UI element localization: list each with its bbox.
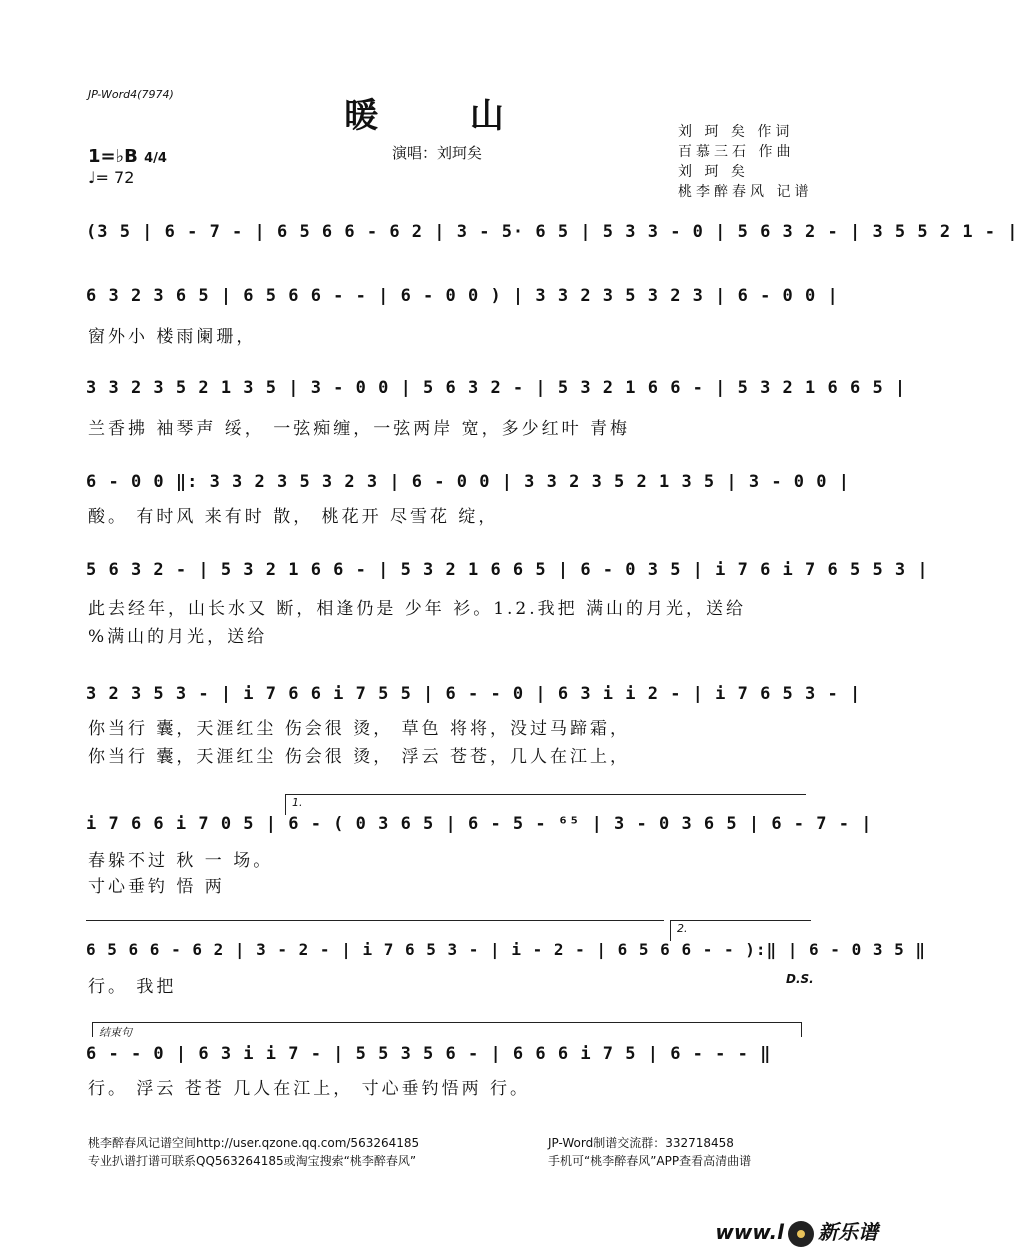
footer-right-1: JP-Word制谱交流群：332718458 [548,1136,734,1150]
key-signature [88,146,167,167]
score-row-6: 3 2 3 5 3 - | i 7 6 6 i 7 5 5 | 6 - - 0 | 6 3 i i 2 - | i 7 6 5 3 - | [86,684,862,704]
credit-lyricist: 刘 珂 矣 作词 [678,124,794,140]
score-row-8: 6 5 6 6 - 6 2 | 3 - 2 - | i 7 6 5 3 - | i - 2 - | 6 5 6 6 - - ):‖ | 6 - 0 3 5 ‖ [86,940,926,959]
volta-bracket-1 [285,794,806,815]
credit-composer: 百慕三石 作曲 [678,144,795,160]
score-row-1: (3 5 | 6 - 7 - | 6 5 6 6 - 6 2 | 3 - 5· 6 5 | 5 3 3 - 0 | 5 6 3 2 - | 3 5 5 2 1 - | [86,222,1019,242]
footer-right-2: 手机可“桃李醉春风”APP查看高清曲谱 [548,1154,752,1168]
lyric-row-6b: 你当行 囊，天涯红尘 伤会很 烫， 浮云 苍苍，几人在江上， [88,747,631,767]
volta-label-1: 1. [292,796,303,809]
lyric-row-8: 行。 我把 [88,977,177,997]
lyric-row-7a: 春躲不过 秋 一 场。 [88,851,274,871]
lyric-row-7b: 寸心垂钓 悟 两 [88,877,225,897]
credit-composer-2: 刘 珂 矣 [678,164,749,180]
credits-block [678,122,812,202]
lyric-row-6a: 你当行 囊，天涯红尘 伤会很 烫， 草色 将将，没过马蹄霜， [88,719,631,739]
lyric-row-5a: 此去经年，山长水又 断，相逢仍是 少年 衫。1.2.我把 满山的月光，送给 [88,599,747,619]
score-row-9: 6 - - 0 | 6 3 i i 7 - | 5 5 3 5 6 - | 6 6 6 i 7 5 | 6 - - - ‖ [86,1044,772,1064]
score-row-7: i 7 6 6 i 7 0 5 | 6 - ( 0 3 6 5 | 6 - 5 - ⁶⁵ | 3 - 0 3 6 5 | 6 - 7 - | [86,814,873,834]
tempo-marking: ♩= 72 [88,168,135,187]
score-row-5: 5 6 3 2 - | 5 3 2 1 6 6 - | 5 3 2 1 6 6 5 | 6 - 0 3 5 | i 7 6 i 7 6 5 5 3 | [86,560,929,580]
footer-left-1: 桃李醉春风记谱空间http://user.qzone.qq.com/563264185 [88,1136,420,1150]
volta-bracket-2 [670,920,811,941]
ds-marking: D.S. [786,972,814,986]
song-title: 暖 山 [344,96,544,136]
software-tag: JP-Word4(7974) [88,88,174,101]
lyric-row-5b: %满山的月光，送给 [88,627,268,647]
key-label: 1=♭B [88,146,138,167]
credit-transcriber: 桃李醉春风 记谱 [678,184,813,200]
lyric-row-3: 兰香拂 袖琴声 绥， 一弦痴缠，一弦两岸 宽，多少红叶 青梅 [88,419,631,439]
lyric-row-4: 酸。 有时风 来有时 散， 桃花开 尽雪花 绽， [88,507,499,527]
score-row-3: 3 3 2 3 5 2 1 3 5 | 3 - 0 0 | 5 6 3 2 - | 5 3 2 1 6 6 - | 5 3 2 1 6 6 5 | [86,378,907,398]
lyric-row-2: 窗外小 楼雨阑珊， [88,327,257,347]
footer-left-2: 专业扒谱打谱可联系QQ563264185或淘宝搜索“桃李醉春风” [88,1154,417,1168]
ending-bracket [92,1022,802,1037]
volta-label-2: 2. [677,922,688,935]
lyric-row-9: 行。 浮云 苍苍 几人在江上， 寸心垂钓悟两 行。 [88,1079,531,1099]
time-signature: 4/4 [144,151,167,166]
volta-continuation-line [86,920,664,922]
score-row-2: 6 3 2 3 6 5 | 6 5 6 6 - - | 6 - 0 0 ) | 3 3 2 3 5 3 2 3 | 6 - 0 0 | [86,286,839,306]
site-logo [715,1216,878,1247]
music-disc-icon [788,1221,814,1247]
score-row-4: 6 - 0 0 ‖: 3 3 2 3 5 3 2 3 | 6 - 0 0 | 3 3 2 3 5 2 1 3 5 | 3 - 0 0 | [86,472,850,492]
ending-label: 结束句 [99,1026,132,1039]
logo-url-text: www.l [715,1220,784,1244]
logo-brand-text: 新乐谱 [818,1220,878,1244]
singer-label: 演唱：刘珂矣 [392,144,483,162]
